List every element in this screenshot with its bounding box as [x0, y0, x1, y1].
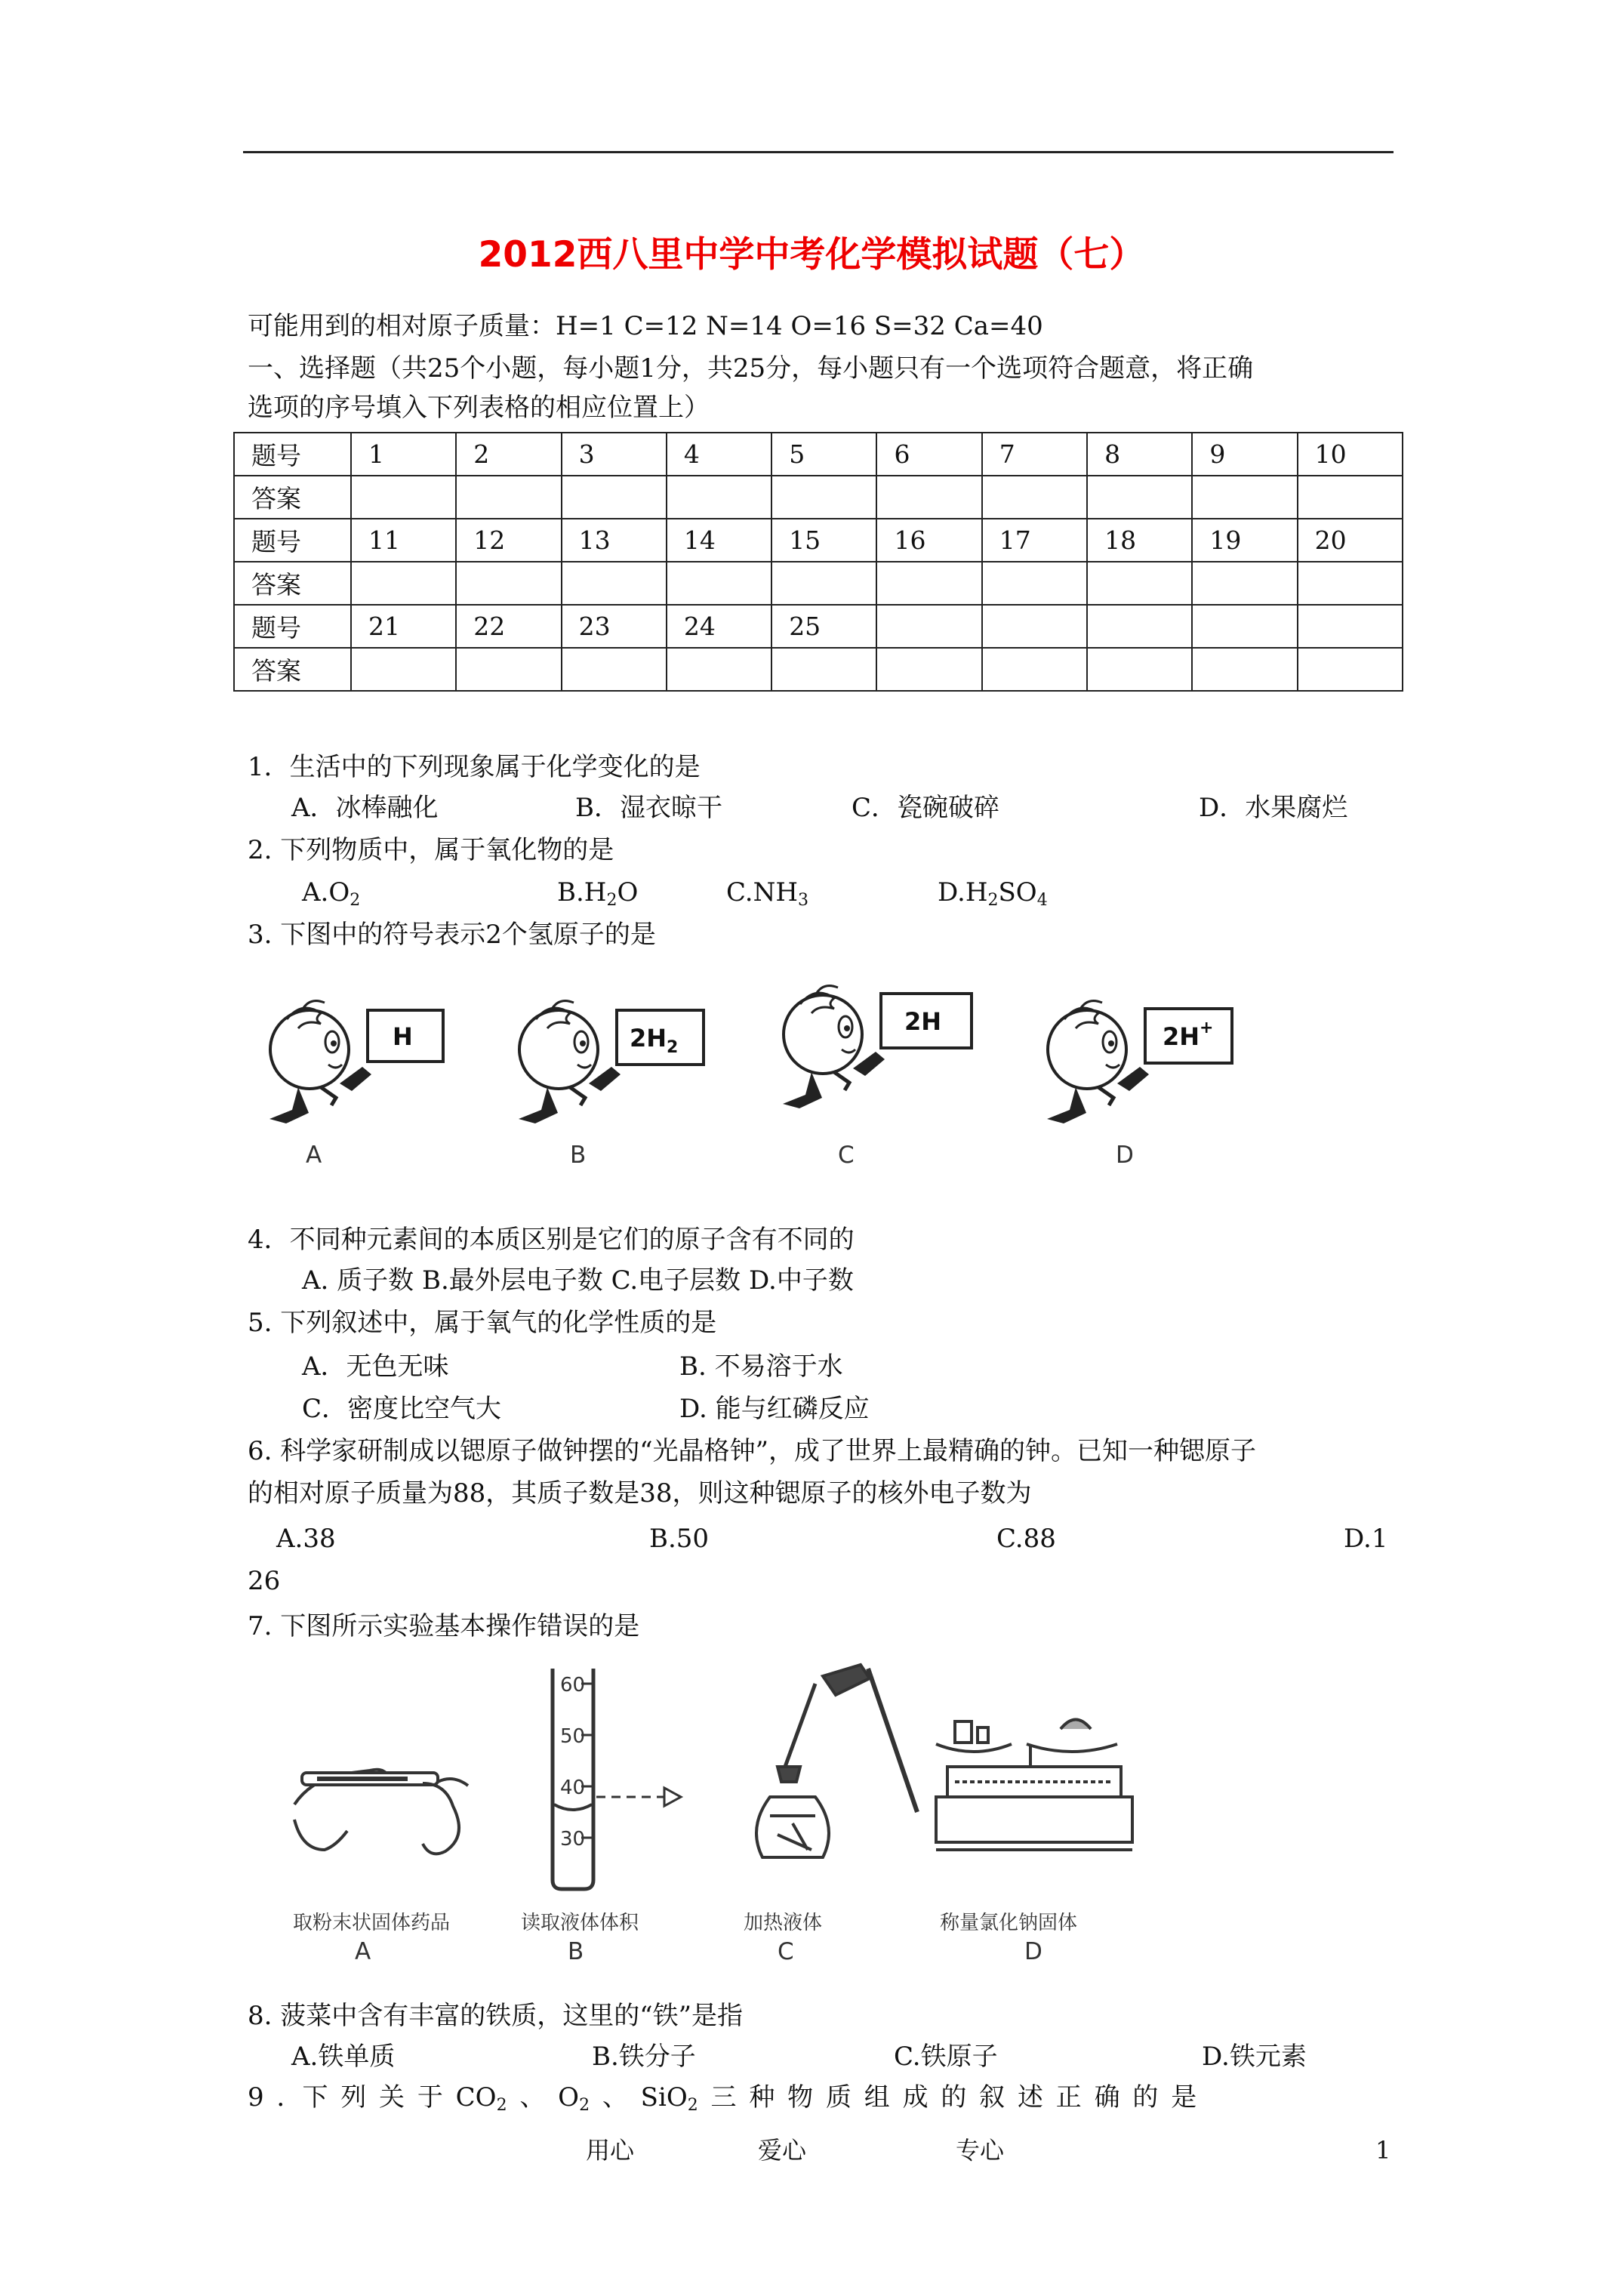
answer-cell[interactable] — [667, 476, 771, 519]
table-answer-label: 答案 — [234, 562, 351, 605]
header-rule — [243, 151, 1394, 153]
answer-cell[interactable] — [1298, 562, 1403, 605]
svg-text:30: 30 — [560, 1828, 586, 1851]
table-cell: 2 — [456, 433, 561, 476]
table-cell: 21 — [351, 605, 456, 648]
page-number: 1 — [1375, 2136, 1391, 2165]
q7-figure — [272, 1653, 1140, 2008]
svg-text:2H2: $2H_2$ — [630, 1024, 679, 1057]
q2-option-c[interactable]: $C.NH_3$ — [726, 877, 809, 910]
q3-figure — [249, 974, 1268, 1178]
q8-option-c[interactable]: C.铁原子 — [894, 2042, 998, 2072]
q6-option-c[interactable]: C.88 — [996, 1524, 1056, 1554]
table-cell: 7 — [982, 433, 1087, 476]
svg-text:60: 60 — [560, 1674, 586, 1697]
table-cell: 19 — [1192, 519, 1297, 562]
svg-text:D: D — [1024, 1938, 1042, 1965]
answer-cell[interactable] — [667, 562, 771, 605]
answer-cell[interactable] — [667, 648, 771, 691]
answer-cell[interactable] — [771, 562, 876, 605]
q6-option-b[interactable]: B.50 — [649, 1524, 710, 1554]
answer-cell[interactable] — [562, 648, 667, 691]
table-row — [234, 476, 1403, 519]
svg-text:读取液体体积: 读取液体体积 — [521, 1912, 639, 1934]
table-cell: 1 — [351, 433, 456, 476]
table-cell — [1298, 605, 1403, 648]
answer-cell[interactable] — [562, 476, 667, 519]
question-2-stem: 2. 下列物质中，属于氧化物的是 — [248, 835, 614, 865]
page-title: 2012西八里中学中考化学模拟试题（七） — [478, 234, 1145, 276]
answer-table — [233, 432, 1403, 692]
q6-option-d-wrap: 26 — [248, 1566, 281, 1596]
question-8-stem: 8. 菠菜中含有丰富的铁质，这里的“铁”是指 — [248, 2001, 744, 2031]
question-3-stem: 3. 下图中的符号表示2个氢原子的是 — [248, 920, 656, 950]
question-9-stem: 9 ．下 列 关 于 $CO_2$ 、 $O_2$ 、 SiO$_2$ 三 种 物 质 组 成 的 叙 述 正 确 的 是 — [248, 2082, 1197, 2115]
answer-cell[interactable] — [982, 648, 1087, 691]
svg-text:取粉末状固体药品: 取粉末状固体药品 — [293, 1912, 451, 1934]
answer-cell[interactable] — [1192, 562, 1297, 605]
q4-options[interactable]: A. 质子数 B.最外层电子数 C.电子层数 D.中子数 — [302, 1265, 854, 1296]
answer-cell[interactable] — [456, 476, 561, 519]
answer-cell[interactable] — [982, 562, 1087, 605]
svg-text:C: C — [838, 1142, 855, 1169]
table-cell: 25 — [771, 605, 876, 648]
table-header-label: 题号 — [234, 605, 351, 648]
q7-option-d-figure[interactable] — [936, 1720, 1132, 1966]
table-cell: 6 — [876, 433, 981, 476]
table-cell: 12 — [456, 519, 561, 562]
question-5-stem: 5. 下列叙述中，属于氧气的化学性质的是 — [248, 1308, 717, 1338]
svg-text:加热液体: 加热液体 — [744, 1912, 823, 1934]
table-cell: 11 — [351, 519, 456, 562]
table-cell: 8 — [1087, 433, 1192, 476]
answer-cell[interactable] — [771, 648, 876, 691]
table-row — [234, 562, 1403, 605]
answer-cell[interactable] — [1192, 648, 1297, 691]
table-cell: 16 — [876, 519, 981, 562]
svg-text:50: 50 — [560, 1725, 586, 1748]
svg-text:2H: 2H — [904, 1007, 942, 1036]
q1-option-b[interactable]: B．湿衣晾干 — [575, 793, 722, 823]
table-cell — [876, 605, 981, 648]
table-cell — [1087, 605, 1192, 648]
table-row — [234, 605, 1403, 648]
table-cell: 20 — [1298, 519, 1403, 562]
svg-text:C: C — [778, 1938, 794, 1965]
table-cell: 24 — [667, 605, 771, 648]
footer-item: 用心 — [586, 2136, 635, 2165]
q3-option-d-figure[interactable] — [1047, 1001, 1232, 1169]
svg-text:2H+: 2H+ — [1163, 1019, 1214, 1051]
q6-option-a[interactable]: A.38 — [276, 1524, 336, 1554]
answer-cell[interactable] — [1087, 648, 1192, 691]
table-cell: 3 — [562, 433, 667, 476]
table-answer-label: 答案 — [234, 648, 351, 691]
answer-cell[interactable] — [1087, 476, 1192, 519]
answer-cell[interactable] — [982, 476, 1087, 519]
answer-cell[interactable] — [1298, 476, 1403, 519]
table-row — [234, 648, 1403, 691]
svg-text:B: B — [568, 1938, 584, 1965]
table-cell: 14 — [667, 519, 771, 562]
table-cell: 15 — [771, 519, 876, 562]
footer-item: 爱心 — [758, 2136, 807, 2165]
answer-cell[interactable] — [876, 648, 981, 691]
table-row — [234, 519, 1403, 562]
answer-cell[interactable] — [351, 476, 456, 519]
answer-cell[interactable] — [1298, 648, 1403, 691]
table-answer-label: 答案 — [234, 476, 351, 519]
table-cell — [1192, 605, 1297, 648]
table-cell — [982, 605, 1087, 648]
question-7-stem: 7. 下图所示实验基本操作错误的是 — [248, 1611, 640, 1641]
q5-option-c[interactable]: C．密度比空气大 — [302, 1394, 502, 1424]
svg-text:称量氯化钠固体: 称量氯化钠固体 — [940, 1912, 1078, 1934]
q8-option-a[interactable]: A.铁单质 — [291, 2042, 396, 2072]
q5-option-d[interactable]: D. 能与红磷反应 — [679, 1394, 870, 1424]
q7-option-c-figure[interactable] — [744, 1665, 917, 1965]
q3-option-c-figure[interactable] — [783, 986, 972, 1169]
answer-cell[interactable] — [456, 648, 561, 691]
q6-option-d[interactable]: D.1 — [1344, 1524, 1388, 1554]
answer-cell[interactable] — [1087, 562, 1192, 605]
table-cell: 22 — [456, 605, 561, 648]
table-row — [234, 433, 1403, 476]
answer-cell[interactable] — [876, 476, 981, 519]
table-cell: 10 — [1298, 433, 1403, 476]
answer-cell[interactable] — [456, 562, 561, 605]
table-cell: 23 — [562, 605, 667, 648]
svg-text:B: B — [570, 1142, 587, 1169]
q2-option-d[interactable]: $D.H_2SO_4$ — [938, 877, 1048, 910]
q2-option-b[interactable]: $B.H_2O$ — [557, 877, 639, 910]
q8-option-b[interactable]: B.铁分子 — [592, 2042, 696, 2072]
table-cell: 4 — [667, 433, 771, 476]
table-cell: 13 — [562, 519, 667, 562]
answer-cell[interactable] — [771, 476, 876, 519]
atomic-masses: 可能用到的相对原子质量：H=1 C=12 N=14 O=16 S=32 Ca=40 — [248, 311, 1043, 341]
svg-text:A: A — [306, 1142, 322, 1169]
answer-cell[interactable] — [351, 562, 456, 605]
question-4-stem: 4．不同种元素间的本质区别是它们的原子含有不同的 — [248, 1225, 855, 1255]
q8-option-d[interactable]: D.铁元素 — [1202, 2042, 1307, 2072]
q1-option-a[interactable]: A．冰棒融化 — [291, 793, 439, 823]
q5-option-a[interactable]: A．无色无味 — [302, 1351, 449, 1382]
section1-intro-2: 选项的序号填入下列表格的相应位置上） — [248, 393, 710, 423]
answer-cell[interactable] — [351, 648, 456, 691]
q3-option-a-figure[interactable] — [269, 1001, 443, 1169]
table-header-label: 题号 — [234, 433, 351, 476]
question-1-stem: 1．生活中的下列现象属于化学变化的是 — [248, 752, 701, 782]
answer-cell[interactable] — [876, 562, 981, 605]
q1-option-d[interactable]: D．水果腐烂 — [1199, 793, 1348, 823]
svg-text:A: A — [355, 1938, 371, 1965]
footer-item: 专心 — [956, 2136, 1005, 2165]
svg-text:40: 40 — [560, 1777, 586, 1799]
table-cell: 5 — [771, 433, 876, 476]
q3-option-b-figure[interactable] — [519, 1001, 704, 1169]
table-cell: 9 — [1192, 433, 1297, 476]
q5-option-b[interactable]: B. 不易溶于水 — [679, 1351, 843, 1382]
table-cell: 17 — [982, 519, 1087, 562]
svg-text:D: D — [1116, 1142, 1134, 1169]
svg-text:H: H — [393, 1022, 413, 1051]
question-6-line1: 6. 科学家研制成以锶原子做钟摆的“光晶格钟”，成了世界上最精确的钟。已知一种锶原子 — [248, 1436, 1257, 1466]
answer-cell[interactable] — [562, 562, 667, 605]
q2-option-a[interactable]: $A.O_2$ — [302, 877, 361, 910]
table-header-label: 题号 — [234, 519, 351, 562]
question-6-line2: 的相对原子质量为88，其质子数是38，则这种锶原子的核外电子数为 — [248, 1478, 1032, 1509]
section1-intro: 一、选择题（共25个小题，每小题1分，共25分，每小题只有一个选项符合题意，将正确 — [248, 353, 1254, 384]
answer-cell[interactable] — [1192, 476, 1297, 519]
q1-option-c[interactable]: C．瓷碗破碎 — [852, 793, 1000, 823]
table-cell: 18 — [1087, 519, 1192, 562]
q7-option-a-figure[interactable] — [293, 1770, 468, 1965]
q7-option-b-figure[interactable] — [521, 1669, 681, 1965]
